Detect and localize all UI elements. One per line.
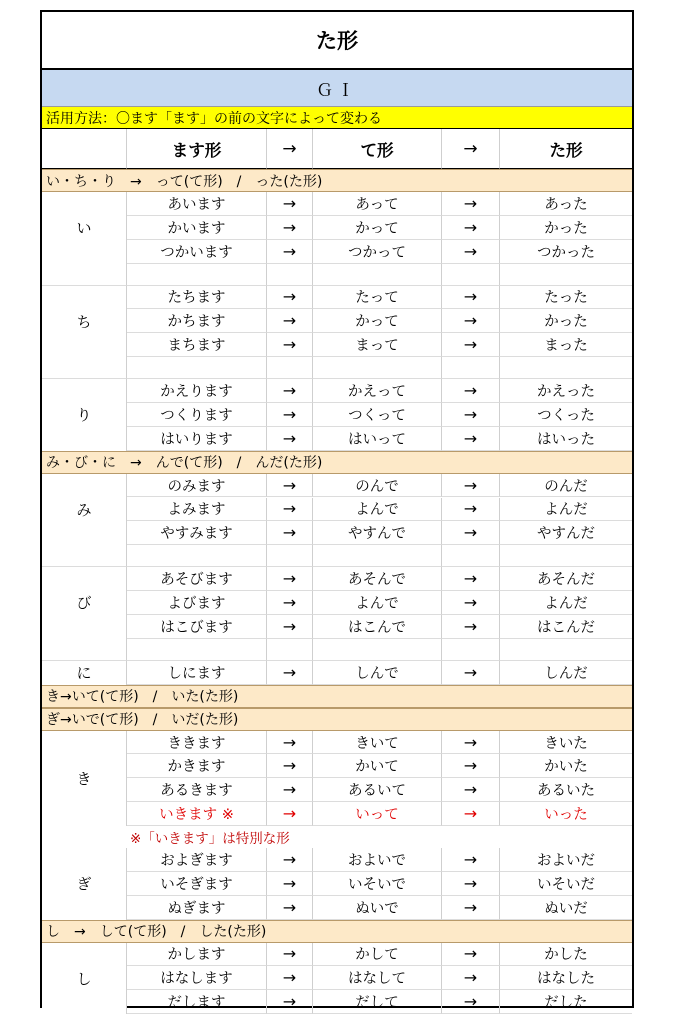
ta-form-cell: よんだ [500, 498, 632, 522]
te-form-cell: よんで [313, 591, 442, 615]
arrow-cell: → [267, 615, 313, 639]
group-label-cell: き [42, 731, 127, 826]
table-row [42, 567, 632, 591]
table-row [42, 521, 632, 545]
masu-form-cell: はこびます [127, 615, 267, 639]
arrow-cell: → [442, 872, 500, 896]
te-form-cell: やすんで [313, 521, 442, 545]
spacer-cell [442, 545, 500, 567]
spacer-cell [42, 357, 127, 379]
spacer-cell [127, 545, 267, 567]
arrow-cell: → [267, 521, 313, 545]
header-blank-cell [42, 129, 127, 169]
arrow-cell: → [442, 333, 500, 357]
masu-form-cell: およぎます [127, 848, 267, 872]
table-row [42, 943, 632, 967]
table-row [42, 802, 632, 826]
table-row [42, 403, 632, 427]
group-label-cell: し [42, 943, 127, 1015]
te-form-cell: つくって [313, 403, 442, 427]
section-header: し → して(て形) / した(た形) [42, 920, 632, 943]
group-spacer [42, 545, 632, 567]
te-form-cell: はいって [313, 427, 442, 451]
ta-form-cell: つくった [500, 403, 632, 427]
table-row [42, 778, 632, 802]
header-arrow: → [442, 129, 500, 169]
arrow-cell: → [442, 731, 500, 755]
spacer-cell [127, 639, 267, 661]
conjugation-table [40, 10, 634, 1012]
masu-form-cell: まちます [127, 333, 267, 357]
arrow-cell: → [442, 379, 500, 403]
ta-form-cell: つかった [500, 240, 632, 264]
ta-form-cell: だした [500, 990, 632, 1014]
table-row [42, 379, 632, 403]
table-row [42, 848, 632, 872]
arrow-cell: → [442, 591, 500, 615]
masu-form-cell: あいます [127, 192, 267, 216]
special-form-note-text: ※「いきます」は特別な形 [130, 831, 290, 847]
ta-form-cell: きいた [500, 731, 632, 755]
te-form-cell: あって [313, 192, 442, 216]
masu-form-cell: つくります [127, 403, 267, 427]
arrow-cell: → [442, 661, 500, 685]
group-spacer [42, 357, 632, 379]
masu-form-cell: ききます [127, 731, 267, 755]
table-row [42, 872, 632, 896]
arrow-cell: → [267, 474, 313, 498]
table-row [42, 615, 632, 639]
section-header: み・び・に → んで(て形) / んだ(た形) [42, 451, 632, 474]
arrow-cell: → [442, 615, 500, 639]
ta-form-cell: かいた [500, 754, 632, 778]
masu-form-cell: かちます [127, 309, 267, 333]
arrow-cell: → [442, 943, 500, 967]
ta-form-cell: たった [500, 286, 632, 310]
arrow-cell: → [267, 286, 313, 310]
spacer-cell [500, 357, 632, 379]
spacer-cell [313, 264, 442, 286]
arrow-cell: → [267, 403, 313, 427]
arrow-cell: → [267, 661, 313, 685]
masu-form-cell: いそぎます [127, 872, 267, 896]
masu-form-cell: かします [127, 943, 267, 967]
arrow-cell: → [267, 333, 313, 357]
ta-form-cell: かした [500, 943, 632, 967]
te-form-cell: だして [313, 990, 442, 1014]
spacer-cell [313, 545, 442, 567]
masu-form-cell: はいります [127, 427, 267, 451]
te-form-cell: つかって [313, 240, 442, 264]
masu-form-cell: かえります [127, 379, 267, 403]
arrow-cell: → [267, 309, 313, 333]
arrow-cell: → [267, 427, 313, 451]
table-row [42, 966, 632, 990]
te-form-cell: のんで [313, 474, 442, 498]
spacer-cell [313, 357, 442, 379]
arrow-cell: → [442, 286, 500, 310]
table-row [42, 731, 632, 755]
ta-form-cell: よんだ [500, 591, 632, 615]
arrow-cell: → [442, 567, 500, 591]
ta-form-cell: いった [500, 802, 632, 826]
arrow-cell: → [442, 240, 500, 264]
table-row [42, 286, 632, 310]
table-row [42, 896, 632, 920]
table-row [42, 990, 632, 1014]
ta-form-cell: かえった [500, 379, 632, 403]
te-form-cell: かって [313, 309, 442, 333]
spacer-cell [267, 545, 313, 567]
arrow-cell: → [442, 802, 500, 826]
table-row [42, 498, 632, 522]
spacer-cell [442, 264, 500, 286]
method-instruction: 活用方法：〇ます「ます」の前の文字によって変わる [42, 107, 632, 129]
ta-form-cell: はなした [500, 966, 632, 990]
te-form-cell: きいて [313, 731, 442, 755]
group-label-cell: ぎ [42, 848, 127, 920]
masu-form-cell: ぬぎます [127, 896, 267, 920]
ta-form-cell: やすんだ [500, 521, 632, 545]
arrow-cell: → [267, 240, 313, 264]
arrow-cell: → [267, 778, 313, 802]
masu-form-cell: しにます [127, 661, 267, 685]
group-label-cell: び [42, 567, 127, 639]
te-form-cell: いって [313, 802, 442, 826]
te-form-cell: よんで [313, 498, 442, 522]
table-row [42, 591, 632, 615]
group-label-cell: み [42, 474, 127, 546]
arrow-cell: → [267, 896, 313, 920]
arrow-cell: → [442, 309, 500, 333]
ta-form-cell: いそいだ [500, 872, 632, 896]
arrow-cell: → [267, 498, 313, 522]
ta-form-cell: かった [500, 216, 632, 240]
spacer-cell [500, 264, 632, 286]
ta-form-cell: しんだ [500, 661, 632, 685]
masu-form-cell: やすみます [127, 521, 267, 545]
spacer-cell [267, 357, 313, 379]
table-row [42, 240, 632, 264]
masu-form-cell: だします [127, 990, 267, 1014]
ta-form-cell: かった [500, 309, 632, 333]
table-row [42, 192, 632, 216]
te-form-cell: あるいて [313, 778, 442, 802]
section-header: い・ち・り → って(て形) / った(た形) [42, 169, 632, 192]
ta-form-cell: はいった [500, 427, 632, 451]
spacer-cell [442, 639, 500, 661]
table-row [42, 474, 632, 498]
arrow-cell: → [442, 216, 500, 240]
arrow-cell: → [442, 754, 500, 778]
arrow-cell: → [442, 896, 500, 920]
te-form-cell: かって [313, 216, 442, 240]
group-label-cell: に [42, 661, 127, 685]
table-row [42, 333, 632, 357]
arrow-cell: → [267, 192, 313, 216]
table-row [42, 661, 632, 685]
group-spacer [42, 639, 632, 661]
te-form-cell: しんで [313, 661, 442, 685]
arrow-cell: → [267, 872, 313, 896]
te-form-cell: まって [313, 333, 442, 357]
ta-form-cell: ぬいだ [500, 896, 632, 920]
spacer-cell [42, 545, 127, 567]
group-label-banner: ＧＩ [42, 70, 632, 107]
page-title: た形 [42, 12, 632, 70]
header-masu-form: ます形 [127, 129, 267, 169]
column-header-row [42, 129, 632, 169]
masu-form-cell: のみます [127, 474, 267, 498]
spacer-cell [267, 639, 313, 661]
spacer-cell [42, 639, 127, 661]
arrow-cell: → [442, 498, 500, 522]
spacer-cell [127, 357, 267, 379]
table-row [42, 754, 632, 778]
te-form-cell: はなして [313, 966, 442, 990]
arrow-cell: → [267, 567, 313, 591]
arrow-cell: → [442, 192, 500, 216]
table-body [42, 12, 632, 1012]
arrow-cell: → [442, 778, 500, 802]
te-form-cell: かえって [313, 379, 442, 403]
arrow-cell: → [442, 427, 500, 451]
arrow-cell: → [267, 591, 313, 615]
table-row [42, 216, 632, 240]
arrow-cell: → [267, 802, 313, 826]
spacer-cell [500, 545, 632, 567]
spacer-cell [500, 639, 632, 661]
spacer-cell [127, 264, 267, 286]
ta-form-cell: あった [500, 192, 632, 216]
table-row [42, 427, 632, 451]
ta-form-cell: のんだ [500, 474, 632, 498]
te-form-cell: かして [313, 943, 442, 967]
te-form-cell: はこんで [313, 615, 442, 639]
masu-form-cell: あそびます [127, 567, 267, 591]
arrow-cell: → [442, 403, 500, 427]
arrow-cell: → [267, 216, 313, 240]
te-form-cell: たって [313, 286, 442, 310]
masu-form-cell: つかいます [127, 240, 267, 264]
special-form-note [42, 826, 632, 848]
table-row [42, 309, 632, 333]
masu-form-cell: かいます [127, 216, 267, 240]
masu-form-cell: よびます [127, 591, 267, 615]
masu-form-cell: よみます [127, 498, 267, 522]
arrow-cell: → [267, 731, 313, 755]
spacer-cell [313, 639, 442, 661]
te-form-cell: いそいで [313, 872, 442, 896]
masu-form-cell: はなします [127, 966, 267, 990]
arrow-cell: → [442, 848, 500, 872]
arrow-cell: → [442, 990, 500, 1014]
arrow-cell: → [442, 521, 500, 545]
spacer-cell [442, 357, 500, 379]
masu-form-cell: あるきます [127, 778, 267, 802]
te-form-cell: ぬいで [313, 896, 442, 920]
ta-form-cell: まった [500, 333, 632, 357]
arrow-cell: → [267, 754, 313, 778]
te-form-cell: かいて [313, 754, 442, 778]
header-arrow: → [267, 129, 313, 169]
header-te-form: て形 [313, 129, 442, 169]
arrow-cell: → [267, 848, 313, 872]
arrow-cell: → [442, 474, 500, 498]
spacer-cell [42, 264, 127, 286]
header-ta-form: た形 [500, 129, 632, 169]
group-spacer [42, 264, 632, 286]
section-header: き→いて(て形) / いた(た形) [42, 685, 632, 708]
arrow-cell: → [267, 990, 313, 1014]
arrow-cell: → [267, 379, 313, 403]
te-form-cell: およいで [313, 848, 442, 872]
ta-form-cell: およいだ [500, 848, 632, 872]
ta-form-cell: はこんだ [500, 615, 632, 639]
spacer-cell [267, 264, 313, 286]
ta-form-cell: あるいた [500, 778, 632, 802]
masu-form-cell: いきます ※ [127, 802, 267, 826]
ta-form-cell: あそんだ [500, 567, 632, 591]
te-form-cell: あそんで [313, 567, 442, 591]
arrow-cell: → [267, 966, 313, 990]
masu-form-cell: かきます [127, 754, 267, 778]
group-label-cell: い [42, 192, 127, 264]
masu-form-cell: たちます [127, 286, 267, 310]
arrow-cell: → [267, 943, 313, 967]
section-header: ぎ→いで(て形) / いだ(た形) [42, 708, 632, 731]
group-label-cell: り [42, 379, 127, 451]
group-label-cell: ち [42, 286, 127, 358]
arrow-cell: → [442, 966, 500, 990]
